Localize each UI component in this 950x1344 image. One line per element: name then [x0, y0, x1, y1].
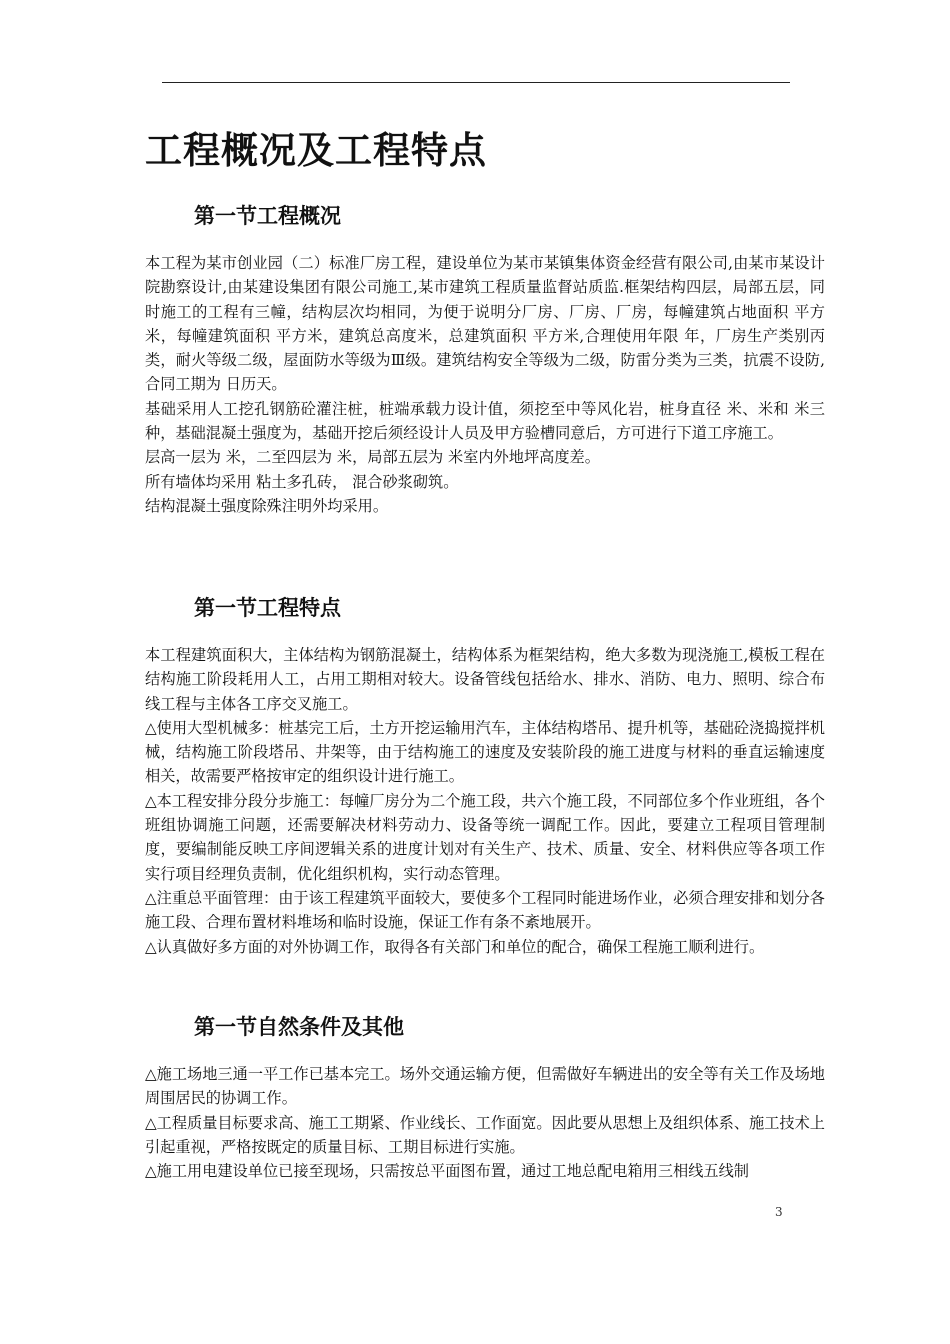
paragraph: △施工场地三通一平工作已基本完工。场外交通运输方便，但需做好车辆进出的安全等有关工作及场地周围居民的协调工作。 — [145, 1065, 825, 1108]
paragraph: 基础采用人工挖孔钢筋砼灌注桩，桩端承载力设计值，须挖至中等风化岩，桩身直径 米、米和 米三种，基础混凝土强度为，基础开挖后须经设计人员及甲方验槽同意后，方可进行下道工序施工。 — [145, 399, 825, 443]
section-body-conditions — [145, 1062, 825, 1183]
paragraph: 所有墙体均采用 粘土多孔砖， 混合砂浆砌筑。 — [145, 472, 459, 491]
section-heading-features: 第一节工程特点 — [194, 595, 341, 620]
paragraph: 层高一层为 米，二至四层为 米，局部五层为 米室内外地坪高度差。 — [145, 448, 600, 467]
header-rule — [162, 82, 790, 83]
page-number: 3 — [775, 1205, 783, 1219]
paragraph: 本工程建筑面积大，主体结构为钢筋混凝土，结构体系为框架结构，绝大多数为现浇施工,模板工程在结构施工阶段耗用人工，占用工期相对较大。设备管线包括给水、排水、消防、电力、照明、综合布线工程与主体各工序交叉施工。 — [145, 646, 825, 713]
paragraph: △注重总平面管理：由于该工程建筑平面较大，要使多个工程同时能进场作业，必须合理安排和划分各施工段、合理布置材料堆场和临时设施，保证工作有条不紊地展开。 — [145, 888, 825, 932]
paragraph: 本工程为某市创业园（二）标准厂房工程，建设单位为某市某镇集体资金经营有限公司,由某市某设计院勘察设计,由某建设集团有限公司施工,某市建筑工程质量监督站质监.框架结构四层，局部五层，同时施工的工程有三幢，结构层次均相同，为便于说明分厂房、厂房、厂房，每幢建筑占地面积 平方米，每幢建筑面积 平方米，建筑总高度米，总建筑面积 平方米,合理使用年限 年，厂房生产类别丙类，耐火等级二级，屋面防水等级为Ⅲ级。建筑结构安全等级为二级，防雷分类为三类，抗震不设防,合同工期为 日历天。 — [145, 254, 825, 394]
section-body-features — [145, 643, 825, 959]
paragraph: △认真做好多方面的对外协调工作，取得各有关部门和单位的配合，确保工程施工顺利进行。 — [145, 937, 765, 956]
section-heading-conditions: 第一节自然条件及其他 — [194, 1014, 404, 1039]
page-title: 工程概况及工程特点 — [145, 128, 487, 172]
paragraph: △施工用电建设单位已接至现场，只需按总平面图布置，通过工地总配电箱用三相线五线制 — [145, 1162, 749, 1181]
section-body-overview — [145, 251, 825, 518]
section-heading-overview: 第一节工程概况 — [194, 203, 341, 228]
paragraph: 结构混凝土强度除殊注明外均采用。 — [145, 496, 388, 515]
paragraph: △本工程安排分段分步施工：每幢厂房分为二个施工段，共六个施工段，不同部位多个作业班组，各个班组协调施工问题，还需要解决材料劳动力、设备等统一调配工作。因此，要建立工程项目管理制度，要编制能反映工序间逻辑关系的进度计划对有关生产、技术、质量、安全、材料供应等各项工作实行项目经理负责制，优化组织机构，实行动态管理。 — [145, 791, 825, 883]
paragraph: △工程质量目标要求高、施工工期紧、作业线长、工作面宽。因此要从思想上及组织体系、施工技术上引起重视，严格按既定的质量目标、工期目标进行实施。 — [145, 1113, 825, 1156]
paragraph: △使用大型机械多：桩基完工后，土方开挖运输用汽车，主体结构塔吊、提升机等，基础砼浇捣搅拌机械，结构施工阶段塔吊、井架等，由于结构施工的速度及安装阶段的施工进度与材料的垂直运输速度相关，故需要严格按审定的组织设计进行施工。 — [145, 718, 825, 786]
